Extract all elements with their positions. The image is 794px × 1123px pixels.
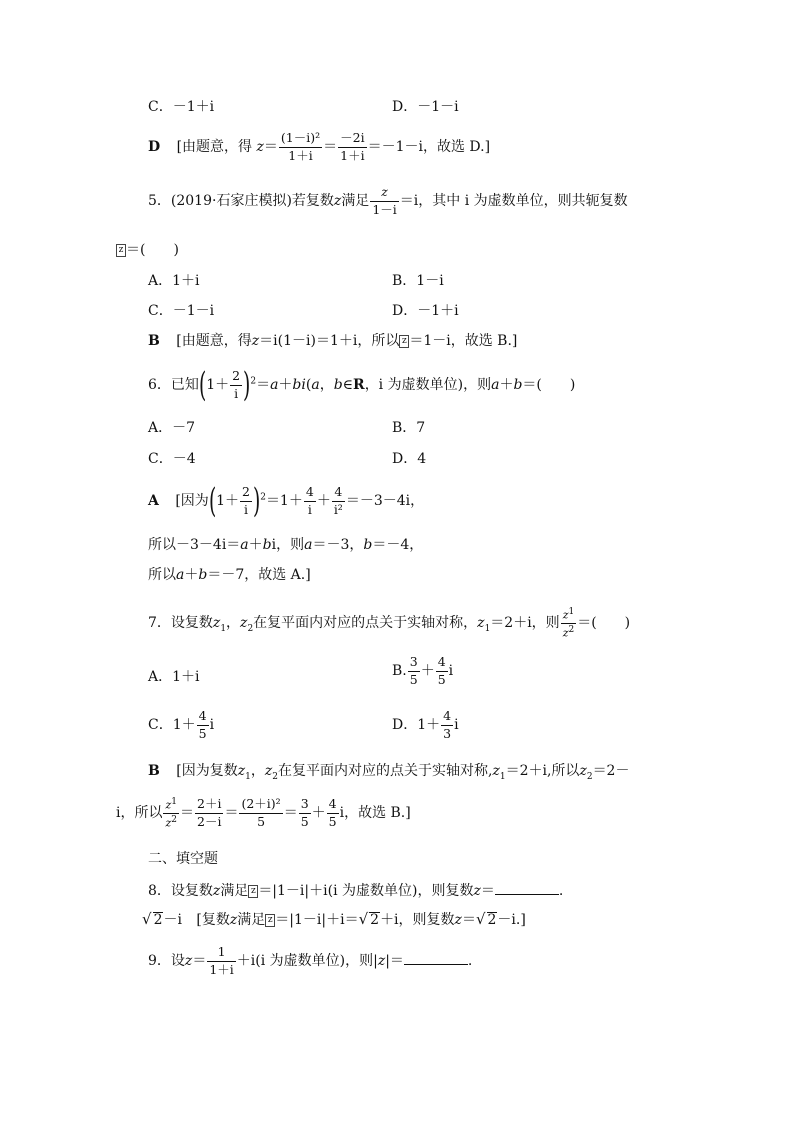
q8-stem-post: ＝|1－i|＋i(i 为虚数单位)，则复数	[258, 883, 474, 899]
q7-opt-b-f1-den: 5	[409, 671, 418, 687]
q6-ans-square: 2	[260, 492, 266, 503]
q8-ans-sqrt: 2	[153, 912, 163, 928]
q9-fraction	[207, 946, 235, 976]
q7-answer-line1	[148, 764, 629, 782]
q7-opt-c-den: 5	[198, 725, 207, 741]
q6-answer-pre: [因为	[175, 493, 209, 509]
q7-stem-tail: ＝( )	[577, 615, 631, 632]
q9-z: z	[184, 953, 193, 969]
q4-f2-den: 1＋i	[340, 147, 365, 163]
q6-answer-line3	[148, 568, 311, 582]
q7-ans-f1-den-z: z	[165, 816, 172, 830]
q7-opt-b-f1-num: 3	[408, 656, 420, 672]
q6-ans-line3-tail: ＝－7，故选 A.]	[207, 567, 311, 583]
left-paren-glyph: (	[198, 365, 207, 405]
conjugate-z-mark: z	[265, 914, 275, 927]
q6-stem-tail: ＝( )	[522, 377, 576, 393]
q7-opt-d-pre: D．1＋	[392, 717, 441, 733]
q6-ans-line2-pre: 所以－3－4i＝	[148, 537, 241, 553]
q6-ans-f3-num: 4	[332, 486, 345, 502]
q6-ans-line2-b: b	[262, 537, 272, 553]
q8-stem	[148, 882, 563, 898]
q8-ans-z2: z	[454, 912, 462, 928]
q6-ans-line3-b: b	[198, 567, 208, 583]
q4-answer	[148, 132, 490, 162]
sqrt-icon: √	[142, 910, 152, 928]
q7-opt-b-f2	[436, 656, 448, 686]
q7-ans-f2-den: 2－i	[197, 813, 222, 829]
q8-stem-tail: ＝	[480, 883, 495, 899]
q6-ans-line2-a: a	[240, 537, 249, 553]
q8-ans-text4: ＋i，则复数	[380, 912, 455, 928]
q6-ans-fraction-2	[304, 486, 316, 516]
conjugate-z-mark: z	[116, 244, 126, 257]
q7-opt-c-num: 4	[197, 710, 209, 726]
q7-ans-f1-num-sup: 1	[171, 797, 178, 807]
q7-opt-d-den: 3	[443, 725, 452, 741]
q4-answer-post: ＝－1－i，故选 D.]	[367, 139, 491, 155]
q5-option-b: B．1－i	[392, 273, 444, 289]
q6-answer-line2	[148, 538, 423, 552]
q6-apb-b: b	[513, 377, 523, 393]
right-paren-glyph: )	[252, 481, 261, 521]
q7-opt-b-i: i	[448, 663, 454, 679]
q9-stem	[148, 946, 472, 976]
q7-opt-d-frac	[441, 710, 453, 740]
q7-ans-sub2: 2	[272, 771, 279, 782]
q4-option-c: C．－1＋i	[148, 99, 215, 115]
q9-stem-pre: 9．设	[148, 953, 185, 969]
q7-ans-z1: z	[237, 763, 246, 779]
q6-real-set: R	[353, 377, 365, 393]
q6-f-num: 2	[230, 370, 242, 386]
q7-z1eq: ＝2＋i，则	[490, 615, 560, 632]
q7-ans-f4-num: 3	[299, 798, 311, 814]
q6-option-c: C．－4	[148, 451, 196, 467]
q7-stem-pre: 7．设复数	[148, 615, 213, 632]
q7-ans-frac4	[299, 798, 311, 828]
q7-stem-mid: 在复平面内对应的点关于实轴对称，	[253, 615, 478, 632]
q9-stem-post: ＋i(i 为虚数单位)，则|	[236, 953, 378, 969]
q8-ans-sqrt3: 2	[487, 912, 497, 928]
q7-stem	[148, 608, 630, 638]
q5-answer-text1: [由题意，得	[176, 333, 252, 349]
q6-option-b: B．7	[392, 420, 426, 436]
q6-ans-line2-m3: ＝－3，	[312, 537, 364, 553]
q6-square: 2	[250, 376, 257, 387]
q5-answer-text2: ＝i(1－i)＝1＋i，所以	[259, 333, 400, 349]
q6-answer-letter: A	[148, 493, 159, 509]
q7-option-d	[392, 710, 459, 740]
section-title: 二、填空题	[148, 851, 218, 867]
q7-opt-d-i: i	[454, 717, 459, 733]
q7-opt-b-f2-num: 4	[436, 656, 448, 672]
q6-ans-fraction-1	[240, 486, 252, 516]
q7-ans-eq3: ＝	[283, 805, 298, 822]
q5-option-c: C．－1－i	[148, 303, 215, 319]
q7-opt-b-f2-den: 5	[437, 671, 446, 687]
q6-paren: (	[305, 377, 312, 393]
q6-ans-line2-i: i，则	[271, 537, 305, 553]
q4-option-d: D．－1－i	[392, 99, 459, 115]
q5-z: z	[333, 193, 342, 209]
q6-answer-line1	[148, 481, 425, 521]
q4-eq1: ＝	[263, 139, 278, 155]
q7-opt-c-pre: C．1＋	[148, 717, 196, 733]
q4-f1-den: 1＋i	[288, 147, 313, 163]
q4-eq2: ＝	[323, 139, 338, 155]
q5-answer-letter: B	[148, 333, 160, 349]
q7-ans-f4-den: 5	[300, 813, 309, 829]
q7-ans-z2b: z	[579, 763, 587, 779]
q6-ans-fraction-3	[332, 486, 345, 516]
q7-ans-sub1: 1	[245, 771, 251, 782]
q7-ans-z2: z	[264, 763, 273, 779]
q5-fraction	[370, 186, 398, 216]
q4-f2-num: －2i	[338, 132, 366, 148]
q7-ans-text4: ＝2－	[592, 763, 630, 779]
q6-bi: bi	[292, 377, 306, 393]
q9-end: .	[467, 953, 473, 969]
q9-stem-tail: |＝	[385, 953, 404, 969]
q6-ans-one-plus: 1＋	[216, 493, 239, 509]
q6-option-a: A．－7	[148, 420, 196, 436]
answer-blank[interactable]	[404, 952, 468, 965]
q7-ans-comma: ，	[250, 763, 265, 779]
q6-ans-line2-a2: a	[304, 537, 313, 553]
q5-stem-line2-text: ＝( )	[126, 242, 179, 258]
q7-opt-b-plus: ＋	[420, 663, 435, 679]
q6-ans-f3-den: i²	[333, 501, 343, 517]
q7-fden-z: z	[562, 626, 569, 640]
q5-f-den: 1－i	[372, 201, 397, 217]
q7-ans-f1-den-sup: 2	[171, 814, 178, 825]
q6-a2: a	[311, 377, 320, 393]
q6-one-plus: 1＋	[206, 377, 230, 393]
q6-ans-eq1: ＝1＋	[265, 493, 303, 509]
q7-sub1: 1	[220, 623, 227, 634]
q4-answer-pre: [由题意，得	[176, 139, 253, 155]
q7-z2: z	[240, 615, 248, 632]
q6-ans-line3-plus: ＋	[184, 567, 199, 583]
q7-ans-frac1	[163, 798, 179, 828]
q7-ans-text3: ＝2＋i,所以	[505, 763, 580, 779]
q8-ans-text6: －i.]	[497, 912, 526, 928]
q6-plus: ＋	[278, 377, 293, 393]
q6-ans-line3-a: a	[176, 567, 185, 583]
q7-opt-b-pre: B.	[392, 663, 407, 679]
q8-z2: z	[473, 883, 481, 899]
q6-ans-f-den: i	[243, 501, 248, 517]
q5-answer-z: z	[251, 333, 260, 349]
conjugate-z-mark: z	[248, 885, 258, 898]
q6-ans-f2-den: i	[307, 501, 312, 517]
q5-stem-line2	[116, 243, 179, 257]
q5-option-d: D．－1＋i	[392, 303, 459, 319]
q9-eq: ＝	[192, 953, 207, 969]
sqrt-icon: √	[358, 910, 369, 928]
q5-stem	[148, 186, 628, 216]
sqrt-icon: √	[475, 910, 486, 928]
q7-fnum-z: z	[562, 608, 569, 622]
q9-f-den: 1＋i	[209, 961, 234, 977]
q7-z1: z	[212, 615, 221, 632]
q7-option-a: A．1＋i	[148, 669, 200, 685]
q6-option-d: D．4	[392, 451, 427, 467]
q8-stem-pre: 8．设复数	[148, 883, 213, 899]
q8-answer	[142, 912, 526, 927]
q8-stem-mid: 满足	[220, 883, 249, 899]
q6-ans-f-num: 2	[240, 486, 252, 502]
q7-fraction	[561, 608, 577, 638]
q7-fnum-sup: 1	[568, 607, 575, 617]
q7-ans-tail: i，故选 B.]	[339, 805, 411, 822]
q7-ans-f1-num-z: z	[165, 798, 172, 812]
q7-sub2: 2	[247, 623, 254, 634]
q7-ans-frac2	[195, 798, 223, 828]
q7-ans-text1: [因为复数	[176, 763, 238, 779]
q8-ans-z: z	[229, 912, 238, 928]
q6-ans-f2-num: 4	[304, 486, 316, 502]
q4-fraction-1	[279, 132, 322, 162]
answer-blank[interactable]	[495, 882, 559, 895]
q7-ans-plus: ＋	[311, 805, 326, 822]
q7-ans-f2-num: 2＋i	[195, 798, 223, 814]
q5-f-num: z	[370, 186, 398, 202]
q7-ans-line2-pre: i，所以	[116, 805, 163, 822]
q7-ans-f3-num: (2＋i)²	[239, 798, 282, 814]
q8-ans-text2: 满足	[237, 912, 266, 928]
q5-stem-post: ＝i，其中 i 为虚数单位，则共轭复数	[399, 193, 628, 209]
q6-in: ∈	[342, 377, 354, 393]
q6-ans-tail: ＝－3－4i，	[345, 493, 425, 509]
q4-f1-num: (1－i)²	[279, 132, 322, 148]
q6-comma: ，	[319, 377, 334, 393]
q6-eq: ＝	[256, 377, 271, 393]
q8-ans-text1: [复数	[196, 912, 230, 928]
q7-ans-text2: 在复平面内对应的点关于实轴对称,	[278, 763, 493, 779]
q7-ans-frac3	[239, 798, 282, 828]
q5-stem-mid: 满足	[341, 193, 370, 209]
q7-opt-b-f1	[408, 656, 420, 686]
q6-ans-line2-b2: b	[363, 537, 373, 553]
q6-fraction	[230, 370, 242, 400]
q7-opt-c-frac	[197, 710, 209, 740]
q6-ans-line2-m4: ＝－4，	[372, 537, 424, 553]
q7-option-c	[148, 710, 214, 740]
q7-ans-f5-num: 4	[327, 798, 339, 814]
q5-option-a: A．1＋i	[148, 273, 200, 289]
q4-answer-z: z	[256, 139, 264, 155]
q7-ans-frac5	[327, 798, 339, 828]
q6-apb-a: a	[491, 377, 500, 393]
q6-stem-pre: 6．已知	[148, 377, 199, 393]
q6-stem-post2: ，i 为虚数单位)，则	[364, 377, 492, 393]
q7-answer-line2	[116, 798, 411, 828]
q6-a: a	[270, 377, 279, 393]
q4-fraction-2	[338, 132, 366, 162]
q7-comma: ，	[226, 615, 241, 632]
q6-ans-line2-plus: ＋	[248, 537, 263, 553]
q7-ans-sub1b: 1	[499, 771, 506, 782]
q5-answer	[148, 334, 517, 348]
q6-stem	[148, 365, 576, 405]
q8-end: .	[558, 883, 564, 899]
q7-sub1b: 1	[484, 623, 491, 634]
q6-ans-plus: ＋	[316, 493, 331, 509]
q7-opt-d-num: 4	[441, 710, 453, 726]
q9-f-num: 1	[207, 946, 235, 962]
q6-apb-plus: ＋	[499, 377, 514, 393]
q6-f-den: i	[234, 385, 239, 401]
q7-ans-sub2b: 2	[586, 771, 593, 782]
q8-ans-text3: ＝|1－i|＋i＝	[275, 912, 359, 928]
q6-ans-line3-pre: 所以	[148, 567, 176, 583]
conjugate-z-mark: z	[399, 335, 409, 348]
q7-answer-letter: B	[148, 763, 160, 779]
right-paren-glyph: )	[243, 365, 251, 405]
q9-z2: z	[377, 953, 386, 969]
q7-ans-f5-den: 5	[328, 813, 337, 829]
left-paren-glyph: (	[208, 481, 217, 521]
q7-ans-z1b: z	[492, 763, 500, 779]
q8-z: z	[212, 883, 221, 899]
q4-answer-letter: D	[148, 139, 161, 155]
q7-z1b: z	[477, 615, 485, 632]
q8-ans-sqrt2: 2	[370, 912, 380, 928]
q7-ans-eq2: ＝	[224, 805, 239, 822]
q6-b: b	[333, 377, 343, 393]
q8-ans-text5: ＝	[461, 912, 476, 928]
q5-stem-pre: 5．(2019·石家庄模拟)若复数	[148, 193, 334, 209]
q7-ans-f3-den: 5	[257, 813, 266, 829]
q7-option-b	[392, 656, 453, 686]
q7-ans-eq1: ＝	[180, 805, 195, 822]
q7-fden-sup: 2	[568, 624, 575, 635]
q8-ans-after: －i	[163, 912, 182, 928]
q7-opt-c-i: i	[209, 717, 215, 733]
q5-answer-text3: ＝1－i，故选 B.]	[409, 333, 518, 349]
